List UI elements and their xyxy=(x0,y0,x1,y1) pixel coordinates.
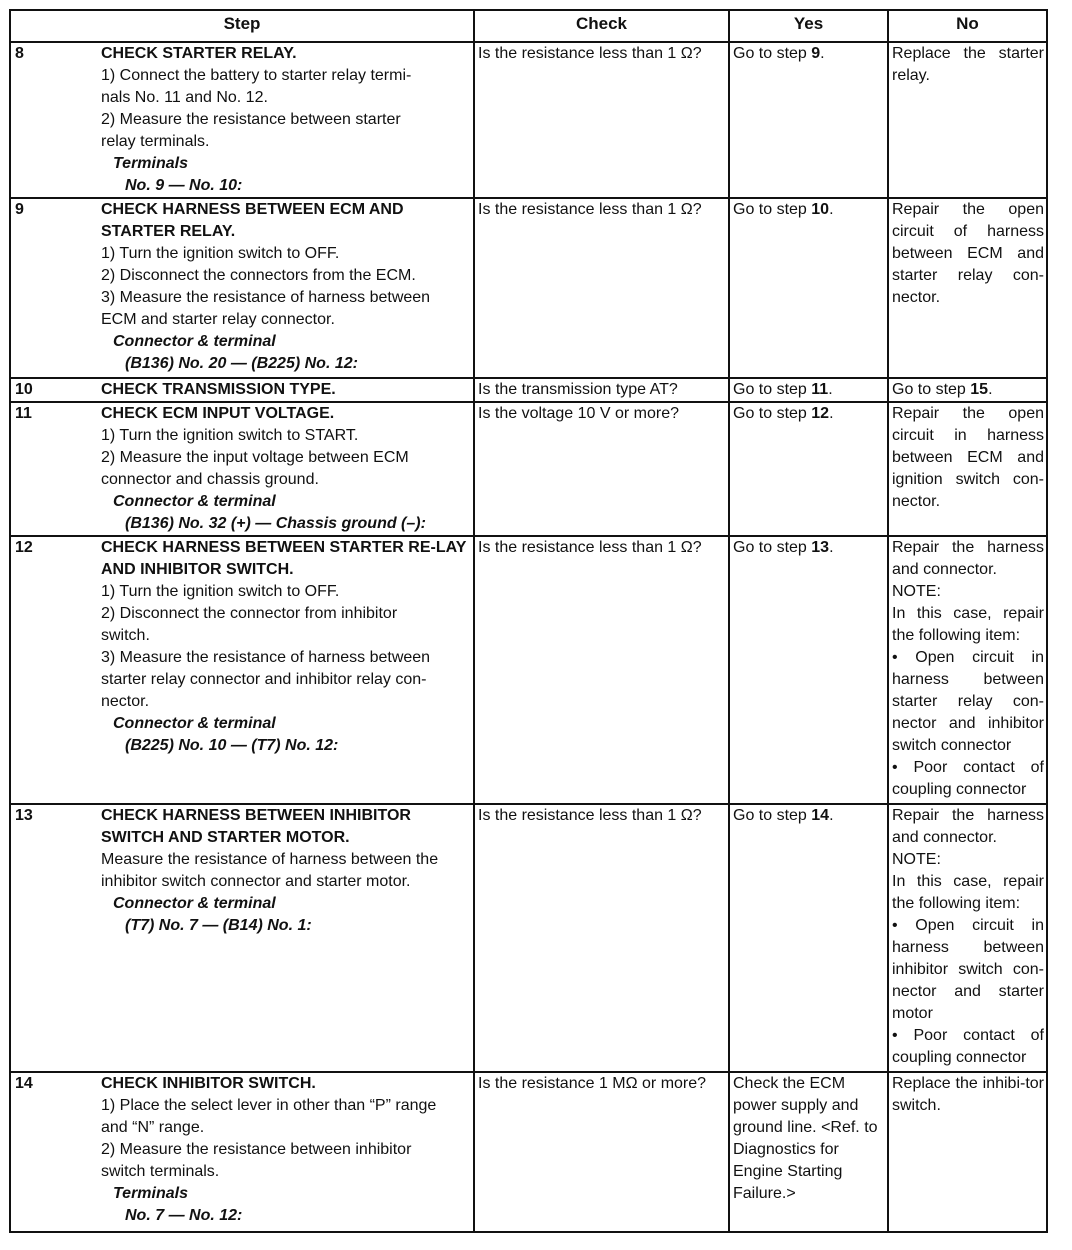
yes-step-link[interactable]: 13 xyxy=(811,539,830,556)
no-suffix: . xyxy=(988,381,993,398)
check-question: Is the resistance 1 MΩ or more? xyxy=(478,1075,707,1092)
check-cell xyxy=(474,198,729,378)
table-row xyxy=(10,198,1047,378)
yes-action xyxy=(733,537,885,559)
no-cell xyxy=(888,804,1047,1072)
step-instruction: 1) Turn the ignition switch to OFF. xyxy=(101,583,340,600)
check-question: Is the resistance less than 1 Ω? xyxy=(478,539,702,556)
step-instruction: 1) Place the select lever in other than “P” range xyxy=(101,1097,437,1114)
check-question: Is the transmission type AT? xyxy=(478,381,678,398)
no-action: • Open circuit in harness between inhibitor switch con-nector and starter motor xyxy=(892,917,1044,1022)
yes-prefix: Go to step xyxy=(733,45,812,62)
table-row xyxy=(10,804,1047,1072)
yes-step-link[interactable]: 10 xyxy=(811,201,830,218)
no-action: Repair the open circuit of harness between ECM and starter relay con-nector. xyxy=(892,201,1044,306)
step-terminal-label: Connector & terminal xyxy=(113,715,276,732)
no-action xyxy=(892,379,1044,401)
step-instruction: 2) Disconnect the connector from inhibitor xyxy=(101,605,398,622)
header-check: Check xyxy=(474,10,729,42)
step-terminal-value: (B136) No. 20 — (B225) No. 12: xyxy=(125,355,358,372)
step-title: CHECK STARTER RELAY. xyxy=(101,45,297,62)
no-action: • Poor contact of coupling connector xyxy=(892,1027,1044,1066)
no-cell xyxy=(888,198,1047,378)
yes-cell xyxy=(729,804,888,1072)
check-question: Is the resistance less than 1 Ω? xyxy=(478,201,702,218)
step-instruction: and “N” range. xyxy=(101,1119,205,1136)
check-cell xyxy=(474,402,729,536)
step-title: CHECK HARNESS BETWEEN STARTER RE-LAY AND INHIBITOR SWITCH. xyxy=(101,539,467,578)
no-action: Repair the harness and connector. xyxy=(892,807,1044,846)
step-cell xyxy=(10,536,474,804)
step-number: 14 xyxy=(15,1075,33,1092)
step-cell xyxy=(10,402,474,536)
step-title: CHECK ECM INPUT VOLTAGE. xyxy=(101,405,335,422)
yes-prefix: Go to step xyxy=(733,405,812,422)
step-title: CHECK HARNESS BETWEEN INHIBITOR SWITCH AND STARTER MOTOR. xyxy=(101,807,411,846)
step-instruction: 1) Turn the ignition switch to OFF. xyxy=(101,245,340,262)
check-cell xyxy=(474,378,729,402)
step-title: CHECK TRANSMISSION TYPE. xyxy=(101,381,336,398)
yes-action xyxy=(733,379,885,401)
table-row xyxy=(10,402,1047,536)
check-question: Is the resistance less than 1 Ω? xyxy=(478,807,702,824)
no-action: • Poor contact of coupling connector xyxy=(892,759,1044,798)
step-instruction: switch terminals. xyxy=(101,1163,220,1180)
header-no: No xyxy=(888,10,1047,42)
check-cell xyxy=(474,1072,729,1232)
yes-cell xyxy=(729,198,888,378)
step-instruction: 2) Disconnect the connectors from the ECM. xyxy=(101,267,416,284)
table-row xyxy=(10,536,1047,804)
step-instruction: 3) Measure the resistance of harness between xyxy=(101,289,431,306)
no-cell xyxy=(888,536,1047,804)
no-cell xyxy=(888,402,1047,536)
step-instruction: 2) Measure the resistance between inhibitor xyxy=(101,1141,412,1158)
yes-suffix: . xyxy=(829,405,834,422)
no-action: In this case, repair the following item: xyxy=(892,873,1044,912)
yes-suffix: . xyxy=(829,539,834,556)
yes-prefix: Go to step xyxy=(733,201,812,218)
no-cell xyxy=(888,378,1047,402)
yes-step-link[interactable]: 11 xyxy=(811,381,829,398)
yes-action xyxy=(733,403,885,425)
yes-step-link[interactable]: 14 xyxy=(811,807,830,824)
yes-prefix: Go to step xyxy=(733,539,812,556)
step-instruction: switch. xyxy=(101,627,150,644)
yes-suffix: . xyxy=(829,201,834,218)
check-cell xyxy=(474,804,729,1072)
step-cell xyxy=(10,804,474,1072)
header-step: Step xyxy=(10,10,474,42)
step-instruction: Measure the resistance of harness between the xyxy=(101,851,439,868)
step-terminal-label: Terminals xyxy=(113,155,188,172)
step-terminal-value: (B225) No. 10 — (T7) No. 12: xyxy=(125,737,339,754)
check-question: Is the voltage 10 V or more? xyxy=(478,405,679,422)
yes-action xyxy=(733,805,885,827)
yes-cell xyxy=(729,1072,888,1232)
no-cell xyxy=(888,1072,1047,1232)
yes-action xyxy=(733,43,885,65)
step-number: 13 xyxy=(15,807,33,824)
yes-action xyxy=(733,199,885,221)
yes-step-link[interactable]: 9 xyxy=(811,45,821,62)
step-terminal-value: (B136) No. 32 (+) — Chassis ground (–): xyxy=(125,515,426,532)
step-instruction: nector. xyxy=(101,693,150,710)
check-cell xyxy=(474,536,729,804)
yes-suffix: . xyxy=(829,807,834,824)
table-row xyxy=(10,378,1047,402)
header-row xyxy=(10,10,1047,42)
step-cell xyxy=(10,378,474,402)
check-cell xyxy=(474,42,729,198)
yes-cell xyxy=(729,378,888,402)
no-action: NOTE: xyxy=(892,583,941,600)
table-row xyxy=(10,1072,1047,1232)
step-cell xyxy=(10,42,474,198)
no-action: Replace the starter relay. xyxy=(892,45,1044,84)
step-instruction: connector and chassis ground. xyxy=(101,471,319,488)
step-number: 8 xyxy=(15,45,24,62)
step-terminal-label: Connector & terminal xyxy=(113,895,276,912)
no-action: NOTE: xyxy=(892,851,941,868)
yes-cell xyxy=(729,42,888,198)
step-terminal-value: (T7) No. 7 — (B14) No. 1: xyxy=(125,917,312,934)
step-instruction: 1) Turn the ignition switch to START. xyxy=(101,427,359,444)
yes-step-link[interactable]: 12 xyxy=(811,405,830,422)
step-number: 11 xyxy=(15,405,32,422)
header-yes: Yes xyxy=(729,10,888,42)
step-instruction: 3) Measure the resistance of harness between xyxy=(101,649,431,666)
step-title: CHECK HARNESS BETWEEN ECM AND STARTER RELAY. xyxy=(101,201,404,240)
step-number: 12 xyxy=(15,539,33,556)
step-instruction: starter relay connector and inhibitor relay con- xyxy=(101,671,427,688)
no-action: • Open circuit in harness between starter relay con-nector and inhibitor switch connector xyxy=(892,649,1044,754)
step-terminal-label: Connector & terminal xyxy=(113,493,276,510)
yes-cell xyxy=(729,402,888,536)
no-action: Repair the harness and connector. xyxy=(892,539,1044,578)
no-action: Replace the inhibi-tor switch. xyxy=(892,1075,1044,1114)
step-number: 10 xyxy=(15,381,33,398)
no-action: In this case, repair the following item: xyxy=(892,605,1044,644)
step-terminal-value: No. 9 — No. 10: xyxy=(125,177,243,194)
yes-prefix: Go to step xyxy=(733,807,812,824)
step-instruction: relay terminals. xyxy=(101,133,210,150)
table-row xyxy=(10,42,1047,198)
no-prefix: Go to step xyxy=(892,381,971,398)
step-number: 9 xyxy=(15,201,24,218)
step-instruction: ECM and starter relay connector. xyxy=(101,311,335,328)
step-instruction: 2) Measure the input voltage between ECM xyxy=(101,449,409,466)
step-terminal-label: Terminals xyxy=(113,1185,188,1202)
step-title: CHECK INHIBITOR SWITCH. xyxy=(101,1075,316,1092)
no-action: Repair the open circuit in harness between ECM and ignition switch con-nector. xyxy=(892,405,1044,510)
step-instruction: 1) Connect the battery to starter relay termi- xyxy=(101,67,412,84)
step-cell xyxy=(10,1072,474,1232)
no-step-link[interactable]: 15 xyxy=(970,381,989,398)
yes-suffix: . xyxy=(820,45,825,62)
yes-suffix: . xyxy=(828,381,833,398)
step-terminal-value: No. 7 — No. 12: xyxy=(125,1207,243,1224)
diagnostic-table xyxy=(9,9,1048,1233)
no-cell xyxy=(888,42,1047,198)
check-question: Is the resistance less than 1 Ω? xyxy=(478,45,702,62)
step-instruction: inhibitor switch connector and starter motor. xyxy=(101,873,411,890)
step-cell xyxy=(10,198,474,378)
yes-prefix: Go to step xyxy=(733,381,812,398)
step-instruction: nals No. 11 and No. 12. xyxy=(101,89,268,106)
yes-action: Check the ECM power supply and ground line. <Ref. to Diagnostics for Engine Starting Failure.> xyxy=(733,1075,878,1202)
yes-cell xyxy=(729,536,888,804)
step-instruction: 2) Measure the resistance between starter xyxy=(101,111,401,128)
step-terminal-label: Connector & terminal xyxy=(113,333,276,350)
